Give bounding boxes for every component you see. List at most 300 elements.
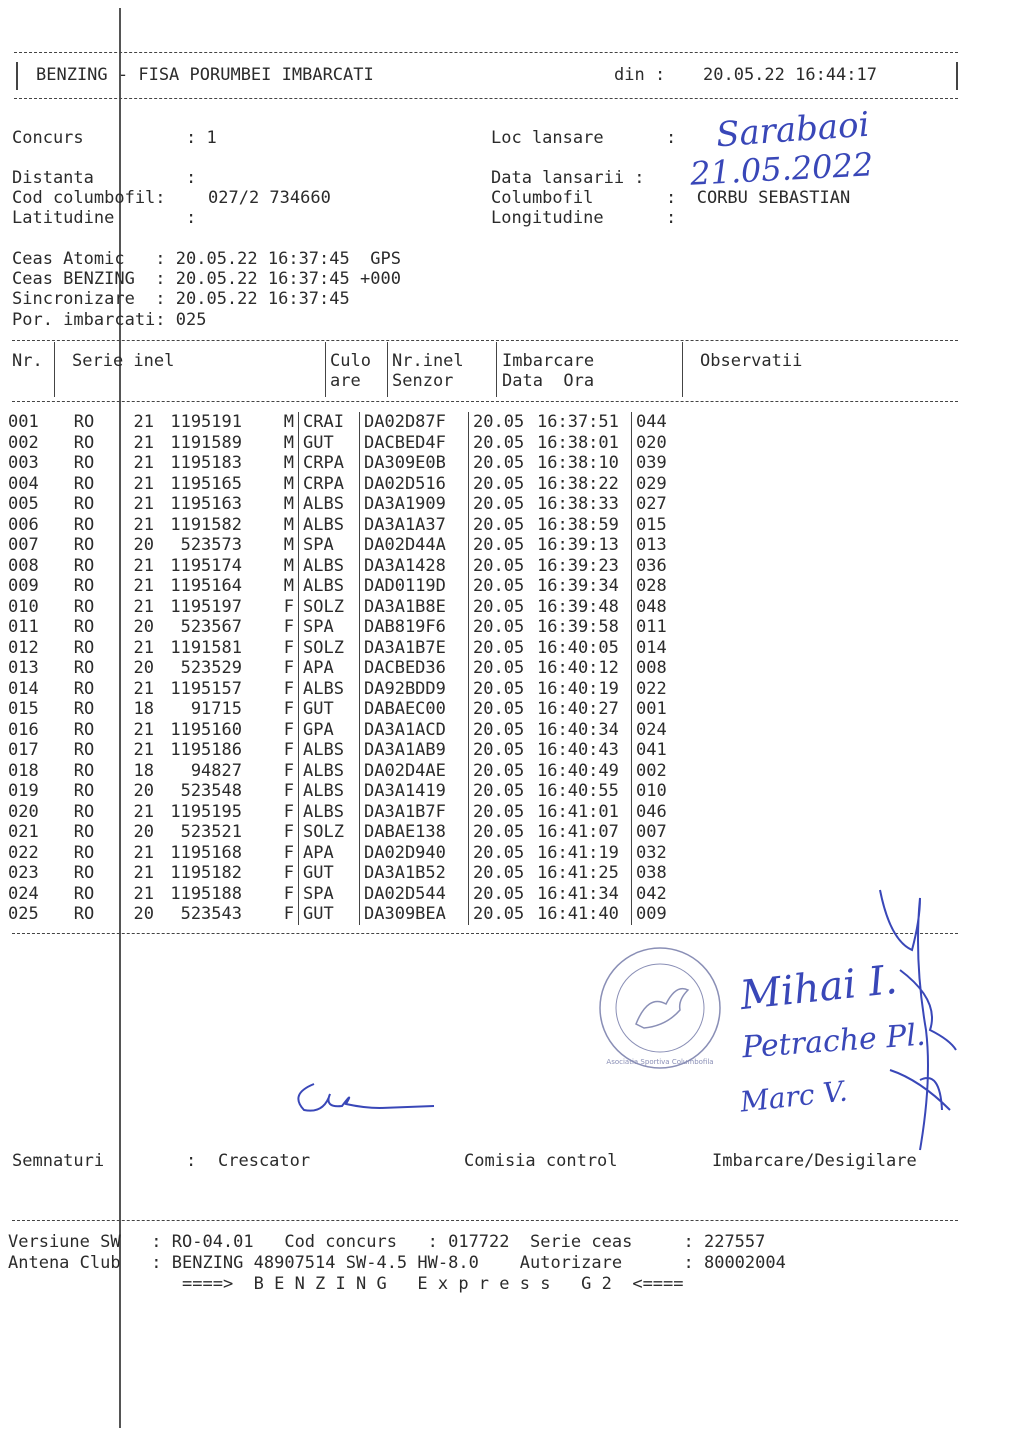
row-sex: F [283,760,294,781]
row-sensor: DAB819F6 [360,617,469,638]
row-country: RO [73,555,95,576]
crescator-signature [284,1064,444,1124]
row-time: 16:38:33 [537,494,619,515]
row-date: 20.05 [469,658,534,679]
row-year: 21 [133,473,154,494]
pigeons-table [8,412,700,925]
row-nr: 001 [8,412,39,433]
row-time: 16:40:43 [537,740,619,761]
row-sex: M [283,412,294,433]
row-date: 20.05 [469,761,534,782]
header-culoare-1: Culo [330,351,371,371]
row-country: RO [73,760,95,781]
row-color: APA [299,843,360,864]
row-obs: 029 [632,474,701,495]
row-obs: 011 [632,617,701,638]
row-nr: 009 [8,576,39,597]
table-row [8,740,700,761]
row-ring: 1195168 [170,842,242,863]
row-ring: 1195182 [170,863,242,884]
row-sensor: DA02D87F [360,412,469,433]
row-nr: 021 [8,822,39,843]
row-date: 20.05 [469,802,534,823]
header-col-sep-2 [325,342,326,397]
table-row [8,884,700,905]
concurs-label: Concurs [12,128,84,148]
row-country: RO [73,678,95,699]
row-sex: M [283,453,294,474]
loc-lansare-handwritten: Sarabaoi [714,104,871,156]
row-country: RO [73,801,95,822]
row-color: GUT [299,863,360,884]
row-obs: 013 [632,535,701,556]
row-obs: 007 [632,822,701,843]
row-ring: 523521 [180,822,242,843]
signature-3: Marc V. [738,1074,849,1119]
row-color: CRAI [299,412,360,433]
row-year: 21 [133,801,154,822]
row-date: 20.05 [469,884,534,905]
longitudine-label: Longitudine [491,208,604,228]
row-date: 20.05 [469,720,534,741]
row-sensor: DA309E0B [360,453,469,474]
row-time: 16:39:23 [537,555,619,576]
row-ring: 1195197 [170,596,242,617]
table-row [8,515,700,536]
row-obs: 039 [632,453,701,474]
row-time: 16:38:01 [537,432,619,453]
row-obs: 036 [632,556,701,577]
row-year: 21 [133,883,154,904]
row-obs: 020 [632,433,701,454]
table-header-bottom-border [12,401,958,402]
sincronizare-line: Sincronizare : 20.05.22 16:37:45 [12,289,350,309]
row-date: 20.05 [469,412,534,433]
row-color: ALBS [299,781,360,802]
row-nr: 024 [8,883,39,904]
row-nr: 018 [8,760,39,781]
row-sex: M [283,555,294,576]
table-row [8,556,700,577]
row-color: ALBS [299,494,360,515]
table-row [8,638,700,659]
row-obs: 044 [632,412,701,433]
row-ring: 523543 [180,904,242,925]
columbofil-value: : CORBU SEBASTIAN [666,188,851,208]
row-time: 16:40:05 [537,637,619,658]
table-bottom-border [12,933,958,934]
ceas-atomic-line: Ceas Atomic : 20.05.22 16:37:45 GPS [12,249,401,269]
row-sensor: DA3A1B52 [360,863,469,884]
row-sensor: DA3A1B8E [360,597,469,618]
row-year: 21 [133,555,154,576]
row-nr: 014 [8,678,39,699]
header-serie-inel: Serie inel [72,351,175,371]
row-year: 20 [133,617,154,638]
row-obs: 027 [632,494,701,515]
header-col-sep-5 [682,342,683,397]
header-nr-inel: Nr.inel [392,351,464,371]
row-obs: 002 [632,761,701,782]
comisia-control-label: Comisia control [464,1151,618,1171]
row-year: 18 [133,760,154,781]
din-label: din : [614,65,666,85]
row-ring: 1191581 [170,637,242,658]
table-row [8,679,700,700]
row-color: SOLZ [299,638,360,659]
row-sex: F [283,801,294,822]
row-color: SPA [299,617,360,638]
row-sensor: DA3A1909 [360,494,469,515]
row-year: 20 [133,535,154,556]
row-year: 21 [133,576,154,597]
row-year: 21 [133,842,154,863]
row-sensor: DA309BEA [360,904,469,925]
row-nr: 011 [8,617,39,638]
row-time: 16:40:49 [537,760,619,781]
row-nr: 020 [8,801,39,822]
row-ring: 523567 [180,617,242,638]
row-year: 21 [133,514,154,535]
row-year: 20 [133,781,154,802]
antena-club-line: Antena Club : BENZING 48907514 SW-4.5 HW-8.0 Autorizare : 80002004 [8,1253,786,1273]
row-sensor: DA3A1AB9 [360,740,469,761]
row-color: SPA [299,535,360,556]
row-date: 20.05 [469,535,534,556]
table-header-top-border [12,340,958,341]
row-color: GUT [299,904,360,925]
row-nr: 012 [8,637,39,658]
table-row [8,658,700,679]
row-year: 21 [133,596,154,617]
row-color: GUT [299,433,360,454]
row-sensor: DAD0119D [360,576,469,597]
row-time: 16:38:59 [537,514,619,535]
row-color: GPA [299,720,360,741]
row-time: 16:41:34 [537,883,619,904]
row-date: 20.05 [469,453,534,474]
row-nr: 019 [8,781,39,802]
row-nr: 005 [8,494,39,515]
row-ring: 1195188 [170,883,242,904]
row-country: RO [73,412,95,433]
crescator-label: Crescator [218,1151,311,1171]
row-color: SOLZ [299,597,360,618]
row-ring: 1195195 [170,801,242,822]
header-imbarcare: Imbarcare [502,351,595,371]
row-nr: 023 [8,863,39,884]
dove-icon [636,989,688,1028]
row-date: 20.05 [469,679,534,700]
table-row [8,433,700,454]
row-obs: 042 [632,884,701,905]
row-ring: 1195160 [170,719,242,740]
ceas-benzing-line: Ceas BENZING : 20.05.22 16:37:45 +000 [12,269,401,289]
row-date: 20.05 [469,699,534,720]
row-sex: M [283,494,294,515]
row-time: 16:41:01 [537,801,619,822]
row-color: APA [299,658,360,679]
row-sensor: DA02D44A [360,535,469,556]
row-country: RO [73,596,95,617]
concurs-value: : 1 [186,128,217,148]
loc-lansare-sep: : [666,128,677,148]
row-color: ALBS [299,740,360,761]
row-sensor: DA02D4AE [360,761,469,782]
row-date: 20.05 [469,597,534,618]
row-year: 21 [133,453,154,474]
row-country: RO [73,740,95,761]
row-time: 16:40:19 [537,678,619,699]
table-row [8,494,700,515]
table-row [8,699,700,720]
row-sex: F [283,904,294,925]
row-time: 16:39:48 [537,596,619,617]
row-country: RO [73,535,95,556]
row-time: 16:40:55 [537,781,619,802]
row-sensor: DA3A1ACD [360,720,469,741]
row-country: RO [73,883,95,904]
row-obs: 046 [632,802,701,823]
row-country: RO [73,576,95,597]
header-data-ora: Data Ora [502,371,595,391]
row-sex: F [283,822,294,843]
row-time: 16:40:34 [537,719,619,740]
table-row [8,843,700,864]
row-sex: F [283,883,294,904]
row-time: 16:39:13 [537,535,619,556]
row-ring: 1195165 [170,473,242,494]
row-time: 16:41:19 [537,842,619,863]
row-year: 21 [133,412,154,433]
row-time: 16:38:10 [537,453,619,474]
row-nr: 006 [8,514,39,535]
row-obs: 024 [632,720,701,741]
row-sensor: DA92BDD9 [360,679,469,700]
table-row [8,617,700,638]
row-country: RO [73,719,95,740]
header-right-border [956,62,958,90]
row-country: RO [73,863,95,884]
row-date: 20.05 [469,576,534,597]
row-time: 16:40:27 [537,699,619,720]
row-color: SOLZ [299,822,360,843]
header-col-sep-1 [54,342,55,397]
row-date: 20.05 [469,617,534,638]
row-color: ALBS [299,515,360,536]
row-nr: 003 [8,453,39,474]
row-color: ALBS [299,679,360,700]
row-sex: F [283,637,294,658]
row-obs: 001 [632,699,701,720]
row-ring: 1195164 [170,576,242,597]
row-year: 21 [133,678,154,699]
row-color: GUT [299,699,360,720]
data-lansarii-label: Data lansarii : [491,168,645,188]
footer-top-border [12,1220,958,1221]
row-ring: 94827 [190,760,242,781]
row-nr: 008 [8,555,39,576]
row-sex: F [283,617,294,638]
row-obs: 038 [632,863,701,884]
row-country: RO [73,781,95,802]
row-ring: 91715 [190,699,242,720]
row-sensor: DACBED36 [360,658,469,679]
row-obs: 014 [632,638,701,659]
row-sex: F [283,699,294,720]
club-stamp [596,944,724,1072]
row-year: 21 [133,740,154,761]
table-row [8,802,700,823]
cod-columbofil-label: Cod columbofil: [12,188,166,208]
latitudine-value: : [186,208,197,228]
row-ring: 523573 [180,535,242,556]
row-nr: 007 [8,535,39,556]
header-col-sep-3 [387,342,388,397]
row-date: 20.05 [469,843,534,864]
row-nr: 022 [8,842,39,863]
row-sex: F [283,596,294,617]
row-sex: M [283,514,294,535]
row-obs: 048 [632,597,701,618]
table-row [8,535,700,556]
row-date: 20.05 [469,863,534,884]
row-color: ALBS [299,576,360,597]
table-row [8,863,700,884]
loc-lansare-label: Loc lansare [491,128,604,148]
table-row [8,761,700,782]
data-lansarii-handwritten: 21.05.2022 [689,145,875,193]
row-nr: 025 [8,904,39,925]
table-row [8,781,700,802]
row-country: RO [73,473,95,494]
signature-1: Mihai I. [738,956,900,1020]
row-nr: 004 [8,473,39,494]
row-ring: 1191582 [170,514,242,535]
row-obs: 009 [632,904,701,925]
row-nr: 015 [8,699,39,720]
row-time: 16:37:51 [537,412,619,433]
row-sensor: DA02D544 [360,884,469,905]
row-sex: F [283,781,294,802]
row-ring: 1195186 [170,740,242,761]
row-country: RO [73,637,95,658]
table-row [8,597,700,618]
row-time: 16:40:12 [537,658,619,679]
row-sex: M [283,535,294,556]
stamp-text: Asociatia Sportiva Columbofila [606,1058,714,1066]
document-title: BENZING - FISA PORUMBEI IMBARCATI [36,65,374,85]
distanta-label: Distanta [12,168,94,188]
table-row [8,904,700,925]
row-sensor: DA3A1A37 [360,515,469,536]
row-color: SPA [299,884,360,905]
row-year: 21 [133,719,154,740]
row-obs: 010 [632,781,701,802]
row-country: RO [73,514,95,535]
row-ring: 1195183 [170,453,242,474]
header-left-border [16,62,18,90]
row-color: ALBS [299,556,360,577]
row-sex: M [283,432,294,453]
row-obs: 022 [632,679,701,700]
signature-2: Petrache Pl. [741,1017,927,1066]
row-sensor: DABAEC00 [360,699,469,720]
cod-columbofil-value: 027/2 734660 [208,188,331,208]
print-datetime: 20.05.22 16:44:17 [703,65,877,85]
row-date: 20.05 [469,904,534,925]
row-country: RO [73,494,95,515]
row-ring: 1195174 [170,555,242,576]
row-country: RO [73,822,95,843]
row-country: RO [73,432,95,453]
porumbei-imbarcati-line: Por. imbarcati: 025 [12,310,207,330]
row-obs: 028 [632,576,701,597]
imbarcare-desigilare-label: Imbarcare/Desigilare [712,1151,917,1171]
row-ring: 1195191 [170,412,242,433]
table-row [8,412,700,433]
row-time: 16:39:58 [537,617,619,638]
row-sex: F [283,658,294,679]
row-nr: 016 [8,719,39,740]
table-row [8,474,700,495]
row-country: RO [73,658,95,679]
row-color: CRPA [299,474,360,495]
row-sex: F [283,740,294,761]
row-nr: 017 [8,740,39,761]
row-year: 21 [133,494,154,515]
table-row [8,822,700,843]
row-year: 18 [133,699,154,720]
row-date: 20.05 [469,638,534,659]
versiune-line: Versiune SW : RO-04.01 Cod concurs : 017722 Serie ceas : 227557 [8,1232,766,1252]
row-sensor: DA3A1428 [360,556,469,577]
row-nr: 013 [8,658,39,679]
header-senzor: Senzor [392,371,454,391]
row-sensor: DA02D516 [360,474,469,495]
table-row [8,576,700,597]
row-date: 20.05 [469,740,534,761]
columbofil-label: Columbofil [491,188,594,208]
latitudine-label: Latitudine [12,208,115,228]
header-col-sep-4 [496,342,497,397]
row-year: 21 [133,637,154,658]
row-sensor: DA02D940 [360,843,469,864]
row-time: 16:41:25 [537,863,619,884]
distanta-value: : [186,168,197,188]
row-obs: 032 [632,843,701,864]
row-date: 20.05 [469,515,534,536]
longitudine-value: : [666,208,677,228]
row-date: 20.05 [469,433,534,454]
row-year: 21 [133,863,154,884]
header-observatii: Observatii [700,351,803,371]
row-sex: M [283,576,294,597]
row-sex: F [283,678,294,699]
row-sex: F [283,863,294,884]
header-bottom-border [14,98,958,99]
row-date: 20.05 [469,474,534,495]
row-color: ALBS [299,802,360,823]
header-top-border [14,52,958,53]
row-obs: 008 [632,658,701,679]
row-sex: F [283,842,294,863]
semnaturi-label: Semnaturi [12,1151,105,1171]
row-ring: 523529 [180,658,242,679]
row-obs: 015 [632,515,701,536]
row-country: RO [73,699,95,720]
row-sensor: DA3A1419 [360,781,469,802]
